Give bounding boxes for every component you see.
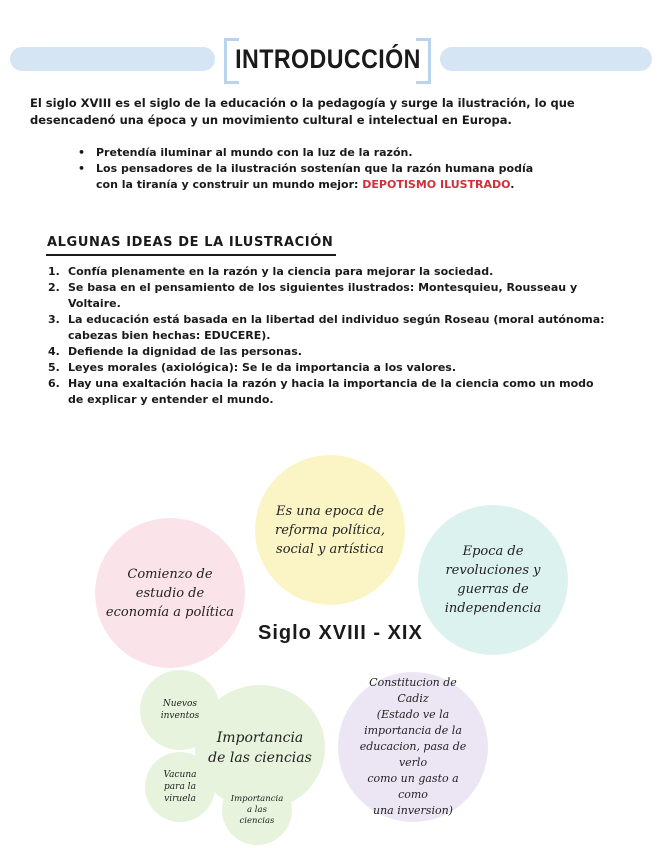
idea-text: La educación está basada en la libertad del individuo según Roseau (moral autónoma: cabezas bien hechas: EDUCERE). [68,313,605,342]
idea-number: 1. [48,265,60,278]
bubble-text: Importancia a las ciencias [230,793,284,826]
idea-text: Leyes morales (axiológica): Se le da importancia a los valores. [68,361,457,374]
page-title: INTRODUCCIÓN [235,44,421,74]
idea-number: 2. [48,281,60,294]
idea-item [48,360,608,376]
idea-text: Defiende la dignidad de las personas. [68,345,302,358]
bubble-text: Comienzo de estudio de economía a política [105,566,235,620]
idea-item [48,344,608,360]
highlight-text: DEPOTISMO ILUSTRADO [362,178,511,191]
page-title-box [220,36,435,82]
idea-number: 5. [48,361,60,374]
idea-number: 6. [48,377,60,390]
idea-number: 4. [48,345,60,358]
section-heading: ALGUNAS IDEAS DE LA ILUSTRACIÓN [47,235,334,250]
bubble-text: Epoca de revoluciones y guerras de independencia [444,544,542,616]
mindmap-bubble-constitucion [338,672,488,822]
highlight-end: . [510,178,515,191]
mindmap-center-label: Siglo XVIII - XIX [258,622,423,644]
title-decor-left [10,47,215,71]
intro-paragraph: El siglo XVIII es el siglo de la educación o la pedagogía y surge la ilustración, lo que desencadenó una época y un movimiento cultural e intelectual en Europa. [30,96,575,127]
idea-text: Hay una exaltación hacia la razón y hacia la importancia de la ciencia como un modo de explicar y entender el mundo. [68,377,594,406]
mindmap-bubble-revoluciones [418,505,568,655]
section-underline [46,254,336,256]
ideas-list [48,264,608,408]
bullet-item [78,145,558,161]
mindmap-bubble-reforma [255,455,405,605]
idea-item [48,376,608,408]
bullet-item [78,161,558,193]
bubble-text: Nuevos inventos [160,699,200,721]
title-decor-right [440,47,652,71]
bullet-text: Los pensadores de la ilustración sostenían que la razón humana podía con la tiranía y construir un mundo mejor: [96,162,534,191]
mindmap-bubble-economia [95,518,245,668]
idea-item [48,264,608,280]
mindmap-bubble-importancia [222,775,292,845]
bubble-text: Vacuna para la viruela [163,770,197,804]
bullet-text: Pretendía iluminar al mundo con la luz de la razón. [96,146,413,159]
title-bracket-right [416,38,431,84]
idea-text: Confía plenamente en la razón y la ciencia para mejorar la sociedad. [68,265,494,278]
bubble-text: Es una epoca de reforma política, social y artística [275,503,385,557]
idea-number: 3. [48,313,60,326]
mindmap-bubble-vacuna [145,752,215,822]
bubble-text: Importancia de las ciencias [208,729,312,766]
intro-bullets [78,145,558,193]
bubble-text: Constitucion de Cadiz (Estado ve la importancia de la educacion, pasa de verlo como un gasto a como una inversion) [359,676,467,817]
idea-item [48,280,608,312]
idea-text: Se basa en el pensamiento de los siguientes ilustrados: Montesquieu, Rousseau y Voltaire. [68,281,578,310]
idea-item [48,312,608,344]
